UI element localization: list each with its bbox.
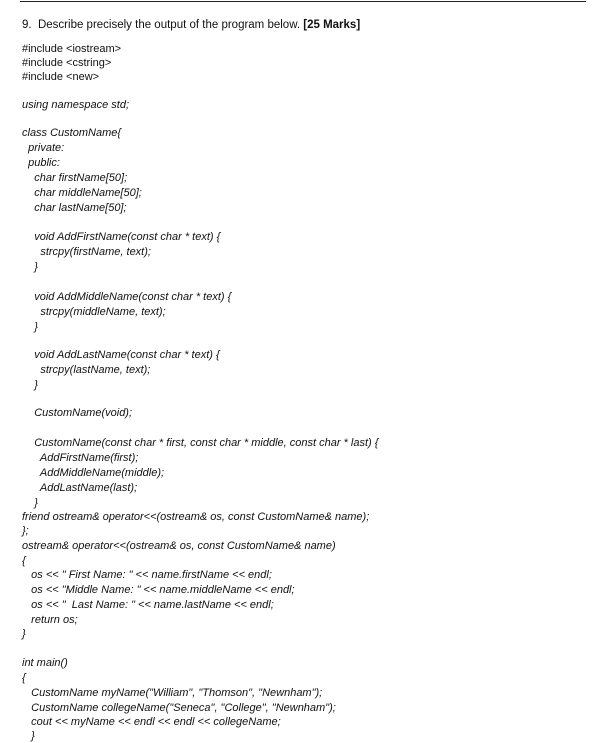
code-line: }: [22, 379, 38, 391]
code-line: os << " First Name: " << name.firstName << endl;: [22, 569, 272, 581]
code-line: CustomName myName("William", "Thomson", "Newnham");: [22, 687, 323, 699]
code-line: os << " Last Name: " << name.lastName << endl;: [22, 599, 274, 611]
code-line: char lastName[50];: [22, 202, 127, 214]
code-line: {: [22, 555, 26, 567]
code-line: CustomName(const char * first, const char * middle, const char * last) {: [22, 437, 379, 449]
question-heading: [22, 18, 360, 33]
code-line: char middleName[50];: [22, 187, 142, 199]
code-line: strcpy(firstName, text);: [22, 246, 151, 258]
code-line: void AddFirstName(const char * text) {: [22, 231, 221, 243]
code-line: void AddLastName(const char * text) {: [22, 349, 220, 361]
code-line: public:: [22, 157, 60, 169]
code-line: using namespace std;: [22, 99, 130, 111]
code-line: CustomName(void);: [22, 407, 133, 419]
code-line: os << "Middle Name: " << name.middleName << endl;: [22, 584, 295, 596]
code-line: char firstName[50];: [22, 172, 128, 184]
code-line: int main(): [22, 657, 68, 669]
code-line: }: [22, 321, 38, 333]
code-line: strcpy(lastName, text);: [22, 364, 151, 376]
code-line: };: [22, 525, 29, 537]
code-line: cout << myName << endl << endl << collegeName;: [22, 716, 281, 728]
top-rule: [20, 1, 586, 2]
code-line: CustomName collegeName("Seneca", "College", "Newnham");: [22, 702, 336, 714]
code-line: #include <cstring>: [22, 57, 112, 69]
code-line: }: [22, 628, 26, 640]
code-line: }: [22, 730, 35, 742]
code-line: strcpy(middleName, text);: [22, 306, 166, 318]
code-line: #include <iostream>: [22, 43, 122, 55]
code-line: AddFirstName(first);: [22, 452, 139, 464]
code-line: #include <new>: [22, 71, 100, 83]
code-line: class CustomName{: [22, 127, 122, 139]
question-marks: [25 Marks]: [303, 19, 361, 31]
code-line: return os;: [22, 614, 78, 626]
code-line: {: [22, 672, 26, 684]
question-text: 9. Describe precisely the output of the program below.: [22, 19, 304, 31]
code-line: AddMiddleName(middle);: [22, 467, 165, 479]
code-line: friend ostream& operator<<(ostream& os, const CustomName& name);: [22, 511, 370, 523]
code-line: void AddMiddleName(const char * text) {: [22, 291, 232, 303]
code-line: }: [22, 497, 38, 509]
code-line: private:: [22, 142, 65, 154]
code-line: AddLastName(last);: [22, 482, 138, 494]
code-line: }: [22, 261, 38, 273]
code-line: ostream& operator<<(ostream& os, const CustomName& name): [22, 540, 336, 552]
